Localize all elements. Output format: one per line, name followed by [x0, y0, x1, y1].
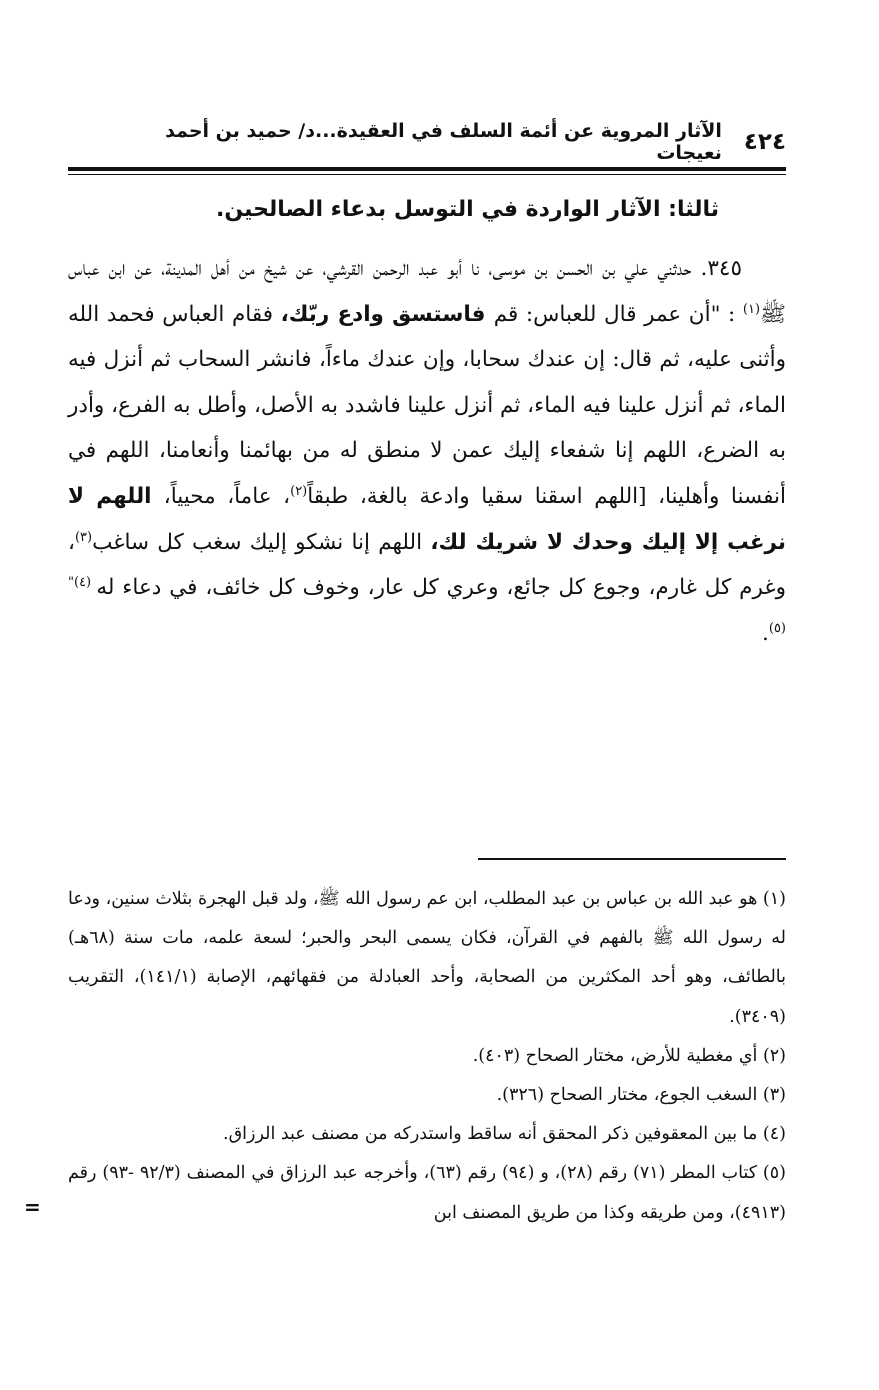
text-run: ، عاماً، محيياً، — [163, 483, 291, 509]
header-rule-thick — [68, 167, 786, 171]
bold-phrase: اللهم لا نرغب إلا إليك وحدك لا شريك لك، — [68, 483, 786, 555]
footnote-1: (١) هو عبد الله بن عباس بن عبد المطلب، ابن عم رسول الله ﷺ، ولد قبل الهجرة بثلاث سنين، ودعا له رسول الله ﷺ بالفهم في القرآن، فكان يسمى البحر والحبر؛ لسعة علمه، مات سنة (٦٨هـ) بالطائف، وهو أحد المكثرين من الصحابة، وأحد العبادلة من فقهائهم، الإصابة (١٤١/١)، التقريب (٣٤٠٩). — [67, 889, 787, 1027]
text-run: فقام العباس فحمد الله وأثنى عليه، ثم قال: إن عندك سحابا، وإن عندك ماءاً، فانشر السحاب ثم أنزل فيه الماء، ثم أنزل علينا فيه الماء، ثم أنزل علينا فاشدد به الأصل، وأطل به الفرع، وأدر به الضرع، اللهم إنا شفعاء إليك عمن لا منطق له من بهائمنا وأنعامنا، اللهم في أنفسنا وأهلينا، [اللهم اسقنا سقيا وادعة بالغة، طبقاً — [68, 301, 786, 509]
footnote-ref-2: (٢) — [290, 483, 308, 499]
footnote-ref-4-5: (٤)"(٥) — [68, 575, 786, 636]
footnote-5 — [24, 1154, 786, 1232]
footnote-ref-3: (٣) — [74, 529, 93, 545]
text-run: ، وغرم كل غارم، وجوع كل جائع، وعري كل عار، وخوف كل خائف، في دعاء له — [68, 529, 786, 601]
text-run: ٣٤٥. حدثني علي بن الحسن بن موسى، نا أبو عبد الرحمن القرشي، عن شيخ من أهل المدينة، عن ابن عباس ﷺ — [68, 256, 786, 327]
footnote-4: (٤) ما بين المعقوفين ذكر المحقق أنه ساقط واستدركه من مصنف عبد الرزاق. — [223, 1124, 786, 1145]
header-rule-thin — [68, 174, 786, 175]
text-run: : "أن عمر قال للعباس: قم — [493, 301, 743, 327]
running-title: الآثار المروية عن أئمة السلف في العقيدة...د/ حميد بن أحمد نعيجات — [165, 120, 722, 164]
text-run: اللهم إنا نشكو إليك سغب كل ساغب — [92, 529, 431, 555]
text-run: . — [762, 620, 769, 646]
page-number: ٤٢٤ — [743, 129, 786, 155]
section-heading: ثالثا: الآثار الواردة في التوسل بدعاء الصالحين. — [216, 197, 719, 222]
athar-345-paragraph — [68, 246, 786, 656]
page-header — [138, 120, 786, 164]
footnote-3: (٣) السغب الجوع، مختار الصحاح (٣٢٦). — [496, 1085, 786, 1106]
main-text — [68, 246, 786, 656]
footnote-ref-1: (١) — [742, 301, 761, 317]
footnote-5-text: (٥) كتاب المطر (٧١) رقم (٢٨)، و (٩٤) رقم (٦٣)، وأخرجه عبد الرزاق في المصنف (٩٢/٣ -٩٣) رقم (٤٩١٣)، ومن طريقه وكذا من طريق المصنف ابن — [68, 1163, 786, 1223]
footnote-separator — [478, 858, 786, 860]
footnotes — [24, 880, 787, 1233]
footnote-2: (٢) أي مغطية للأرض، مختار الصحاح (٤٠٣). — [472, 1045, 786, 1066]
continuation-mark: = — [24, 1194, 41, 1219]
bold-phrase: فاستسق وادع ربّك، — [280, 301, 494, 327]
